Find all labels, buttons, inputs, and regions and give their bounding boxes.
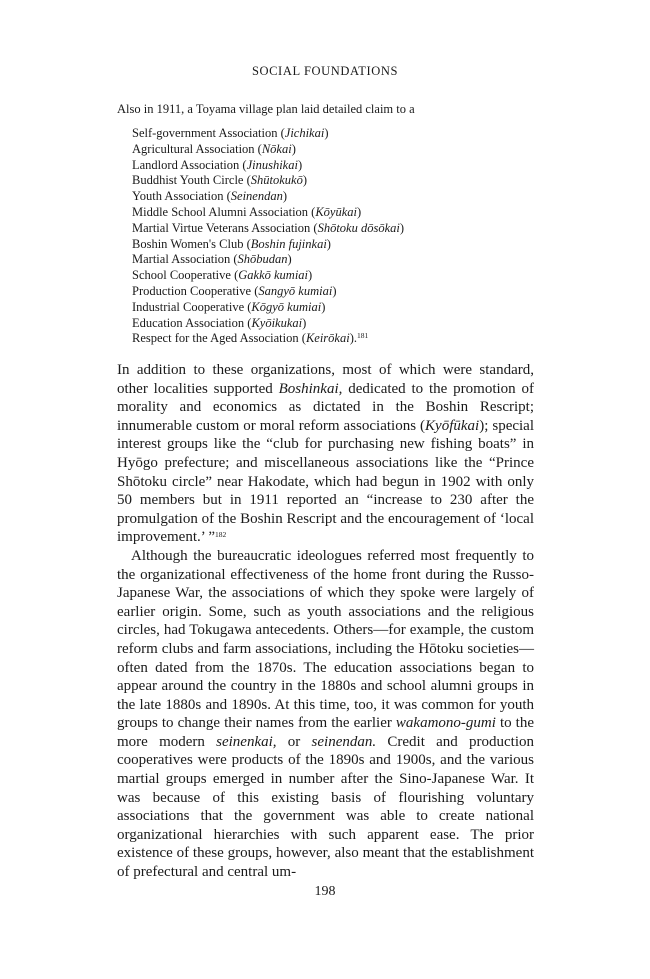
list-item: Production Cooperative (Sangyō kumiai): [132, 283, 337, 298]
paragraph: In addition to these organizations, most of which were standard, other localities supported Boshinkai, dedicated to the promotion of morality and economics as dictated in the Boshin Rescript; innumerable custom or moral reform associations (Kyōfūkai); special interest groups like the “club for purchasing new fishing boats” in Hyōgo prefecture; and miscellaneous associations like the “Prince Shōtoku circle” near Hakodate, which had begun in 1902 with only 50 members but in 1911 reported an “increase to 230 after the promulgation of the Boshin Rescript and the encouragement of ‘local improvement.’ ”$^{182}$: [117, 362, 535, 546]
intro-line: Also in 1911, a Toyama village plan laid detailed claim to a: [117, 102, 415, 116]
list-item: Buddhist Youth Circle (Shūtokukō): [132, 173, 308, 188]
page-number: 198: [314, 884, 336, 899]
list-item: School Cooperative (Gakkō kumiai): [132, 268, 313, 283]
list-item: Industrial Cooperative (Kōgyō kumiai): [132, 299, 326, 314]
body-text: [117, 361, 534, 882]
list-item: Martial Virtue Veterans Association (Shōtoku dōsōkai): [132, 220, 405, 235]
list-item: Martial Association (Shōbudan): [132, 252, 292, 267]
list-item: Education Association (Kyōikukai): [132, 315, 307, 330]
list-item: Boshin Women's Club (Boshin fujinkai): [132, 236, 331, 251]
list-item: Landlord Association (Jinushikai): [132, 157, 303, 172]
association-list: [132, 126, 552, 347]
list-item: Self-government Association (Jichikai): [132, 126, 329, 140]
paragraph: Although the bureaucratic ideologues referred most frequently to the organizational effectiveness of the home front during the Russo-Japanese War, the associations of which they spoke were largely of earlier origin. Some, such as youth associations and the religious circles, had Tokugawa antecedents. Others—for example, the custom reform clubs and farm associations, including the Hōtoku societies—often dated from the 1870s. The education associations began to appear around the country in the 1880s and school alumni groups in the late 1880s and 1890s. At this time, too, it was common for youth groups to change their names from the earlier wakamono-gumi to the more modern seinenkai, or seinendan. Credit and production cooperatives were products of the 1890s and 1900s, and the various martial groups emerged in number after the Sino-Japanese War. It was because of this existing basis of flourishing voluntary associations that the government was able to create national organizational hierarchies with such apparent ease. The prior existence of these groups, however, also meant that the establishment of prefectural and central um-: [117, 547, 535, 881]
list-item: Agricultural Association (Nōkai): [132, 141, 296, 156]
footnote-ref: 182: [215, 530, 227, 540]
list-item: Respect for the Aged Association (Keirōkai).$^{181}$: [132, 331, 369, 346]
list-item: Middle School Alumni Association (Kōyūkai): [132, 204, 362, 219]
running-head: SOCIAL FOUNDATIONS: [251, 64, 399, 78]
footnote-ref: 181: [356, 331, 369, 341]
list-item: Youth Association (Seinendan): [132, 189, 288, 204]
